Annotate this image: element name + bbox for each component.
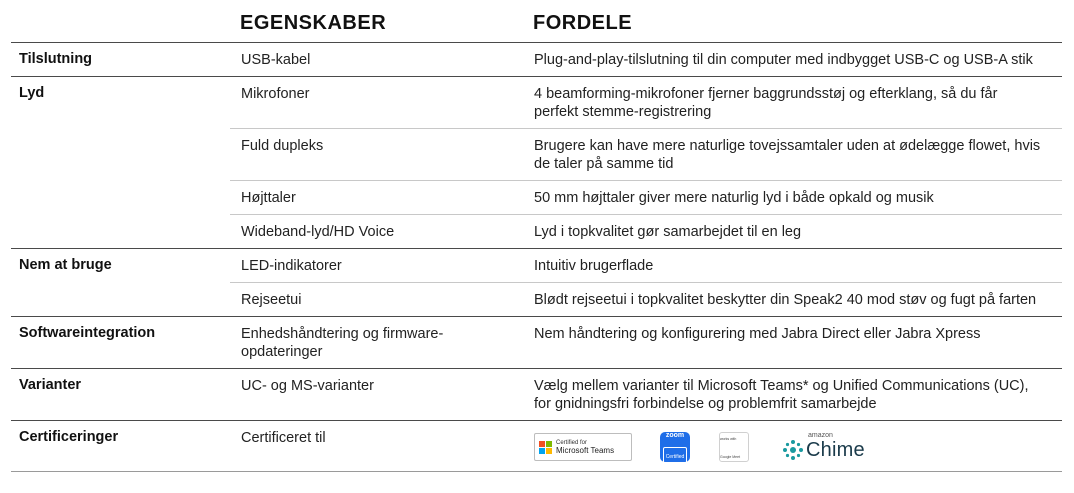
table-row: [230, 369, 1062, 420]
category-label: Nem at bruge: [19, 257, 112, 273]
table-row: [230, 43, 1062, 76]
microsoft-logo-icon: [539, 441, 552, 454]
zoom-badge-line1: zoom: [665, 432, 685, 439]
zoom-badge-line2: Certified: [663, 447, 688, 467]
teams-badge-line2: Microsoft Teams: [556, 446, 615, 455]
meet-badge-text: works with Google Meet: [720, 436, 741, 459]
benefit-cell: [523, 421, 1062, 471]
section-certificeringer: [11, 420, 1062, 472]
table-row: [230, 249, 1062, 282]
table-row: [230, 128, 1062, 180]
section-softwareintegration: [11, 316, 1062, 368]
section-lyd: [11, 76, 1062, 248]
category-label: Softwareintegration: [19, 325, 156, 341]
feature-cell: Rejseetui: [241, 292, 302, 308]
table-row: [230, 214, 1062, 248]
table-row: [230, 180, 1062, 214]
features-heading: EGENSKABER: [240, 12, 387, 34]
feature-cell: USB-kabel: [241, 52, 311, 68]
table-row: [230, 282, 1062, 316]
benefits-heading: FORDELE: [533, 12, 633, 34]
amazon-chime-logo-icon: [782, 439, 804, 461]
table-row: [230, 317, 1062, 368]
feature-cell: Fuld dupleks: [241, 138, 324, 154]
certification-logos: [534, 429, 1042, 464]
section-nem-at-bruge: [11, 248, 1062, 316]
category-label: Lyd: [19, 85, 45, 101]
zoom-logo-icon: [660, 432, 690, 462]
google-meet-logo-icon: [719, 432, 749, 462]
benefit-cell: Nem håndtering og konfigurering med Jabra Direct eller Jabra Xpress: [534, 326, 981, 342]
benefit-cell: Intuitiv brugerflade: [534, 258, 654, 274]
feature-cell: Certificeret til: [241, 430, 326, 446]
feature-cell: LED-indikatorer: [241, 258, 342, 274]
benefit-cell: 4 beamforming-mikrofoner fjerner baggrundsstøj og efterklang, så du får perfekt stemme-registrering: [534, 86, 998, 120]
category-label: Certificeringer: [19, 429, 119, 445]
benefit-cell: 50 mm højttaler giver mere naturlig lyd i både opkald og musik: [534, 190, 934, 206]
feature-cell: Mikrofoner: [241, 86, 310, 102]
chime-badge-line2: Chime: [806, 439, 865, 461]
section-varianter: [11, 368, 1062, 420]
table-header: [0, 12, 1074, 42]
category-label: Tilslutning: [19, 51, 93, 67]
feature-cell: Højttaler: [241, 190, 296, 206]
table-row: [230, 421, 1062, 471]
section-tilslutning: [11, 42, 1062, 76]
table-row: [230, 77, 1062, 128]
features-table: [11, 42, 1062, 472]
teams-badge-line1: Certified for: [556, 440, 588, 446]
benefit-cell: Vælg mellem varianter til Microsoft Teams* og Unified Communications (UC), for gnidningsfri forbindelse og problemfrit samarbejde: [534, 378, 1029, 412]
category-label: Varianter: [19, 377, 82, 393]
feature-cell: Wideband-lyd/HD Voice: [241, 224, 395, 240]
amazon-chime-logo: [782, 433, 865, 461]
benefit-cell: Plug-and-play-tilslutning til din computer med indbygget USB-C og USB-A stik: [534, 52, 1033, 68]
benefit-cell: Lyd i topkvalitet gør samarbejdet til en leg: [534, 224, 802, 240]
chime-badge-line1: amazon: [808, 432, 833, 439]
benefit-cell: Blødt rejseetui i topkvalitet beskytter din Speak2 40 mod støv og fugt på farten: [534, 292, 1037, 308]
feature-cell: Enhedshåndtering og firmware-opdateringer: [241, 326, 444, 360]
microsoft-teams-certified-badge: [534, 433, 632, 461]
feature-cell: UC- og MS-varianter: [241, 378, 374, 394]
benefit-cell: Brugere kan have mere naturlige tovejssamtaler uden at ødelægge flowet, hvis de taler på samme tid: [534, 138, 1041, 172]
